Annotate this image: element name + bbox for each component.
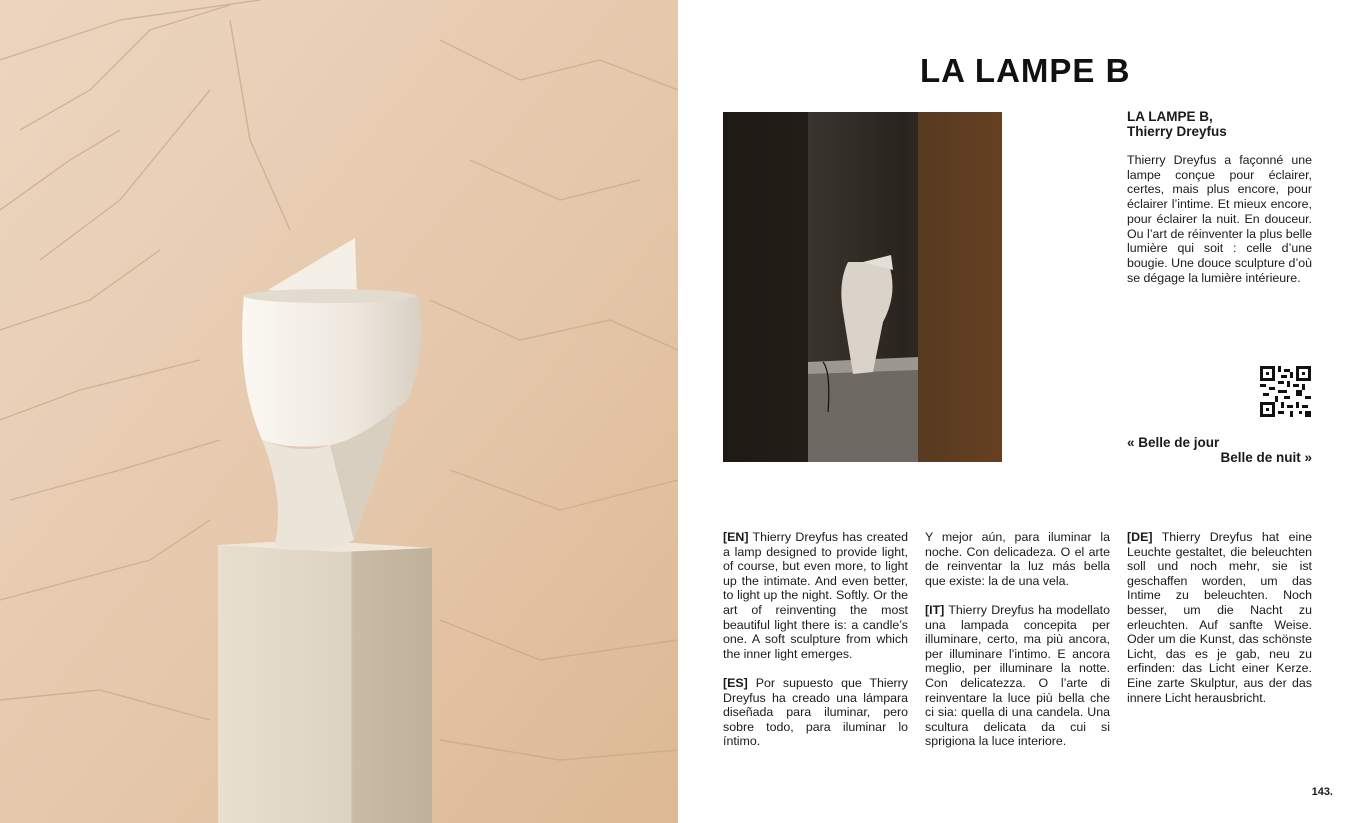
page-title: LA LAMPE B [920, 52, 1131, 89]
page-number: 143. [1311, 786, 1333, 798]
quote-line1: « Belle de jour [1127, 435, 1220, 450]
language-tag-en: [EN] [723, 530, 749, 544]
text-column-1 [723, 530, 908, 764]
language-tag-de: [DE] [1127, 530, 1153, 544]
intro-text-fr: Thierry Dreyfus a façonné une lampe conçue pour éclairer, certes, mais plus encore, pour éclairer l’intime. Et mieux encore, pour éclairer la nuit. En douceur. Ou l’art de réinventer la plus belle lumière qui soit : celle d’une bougie. Une douce sculpture d’où se dégage la lumière intérieure. [1127, 153, 1312, 285]
language-tag-es: [ES] [723, 675, 748, 690]
language-tag-it: [IT] [925, 602, 945, 617]
intro-heading-line1: LA LAMPE B, [1127, 109, 1213, 124]
text-column-2 [925, 530, 1110, 764]
paragraph-de [1127, 530, 1312, 705]
text-it: Thierry Dreyfus ha modellato una lampada concepita per illuminare, certo, ma più ancora, per illuminare l’intimo. E ancora meglio, per illuminare la notte. Con delicatezza. O l’arte di reinventare la luce più bella che ci sia: quella di una candela. Una scultura delicata da cui si sprigiona la luce interiore. [925, 602, 1110, 749]
paragraph-en [723, 530, 908, 661]
paragraph-it [925, 603, 1110, 749]
paragraph-es-continued: Y mejor aún, para iluminar la noche. Con delicadeza. O el arte de reinventar la luz más bella que existe: la de una vela. [925, 530, 1110, 588]
text-de: Thierry Dreyfus hat eine Leuchte gestaltet, die beleuchten soll und noch mehr, sie ist geschaffen worden, um das Intime zu beleuchten. Noch besser, um die Nacht zu erleuchten. Auf sanfte Weise. Oder um die Kunst, das schönste Licht, das es je gab, neu zu erfinden: das Licht einer Kerze. Eine zarte Skulptur, aus der das innere Licht herausbricht. [1127, 530, 1312, 705]
quote-line2: Belle de nuit » [1220, 450, 1312, 465]
intro-heading [1127, 109, 1312, 139]
text-es-part1: Por supuesto que Thierry Dreyfus ha creado una lámpara diseñada para iluminar, pero sobre todo, para iluminar lo íntimo. [723, 675, 908, 749]
text-column-3 [1127, 530, 1312, 720]
paragraph-es [723, 676, 908, 749]
qr-code-icon[interactable] [1260, 366, 1311, 417]
intro-heading-line2: Thierry Dreyfus [1127, 124, 1227, 139]
ambient-photo [723, 112, 1002, 462]
text-en: Thierry Dreyfus has created a lamp designed to provide light, of course, but even more, to light up the intimate. And even better, to light up the night. Softly. Or the art of reinventing the most beautiful light there is: a candle’s one. A soft sculpture from which the inner light emerges. [723, 530, 908, 661]
